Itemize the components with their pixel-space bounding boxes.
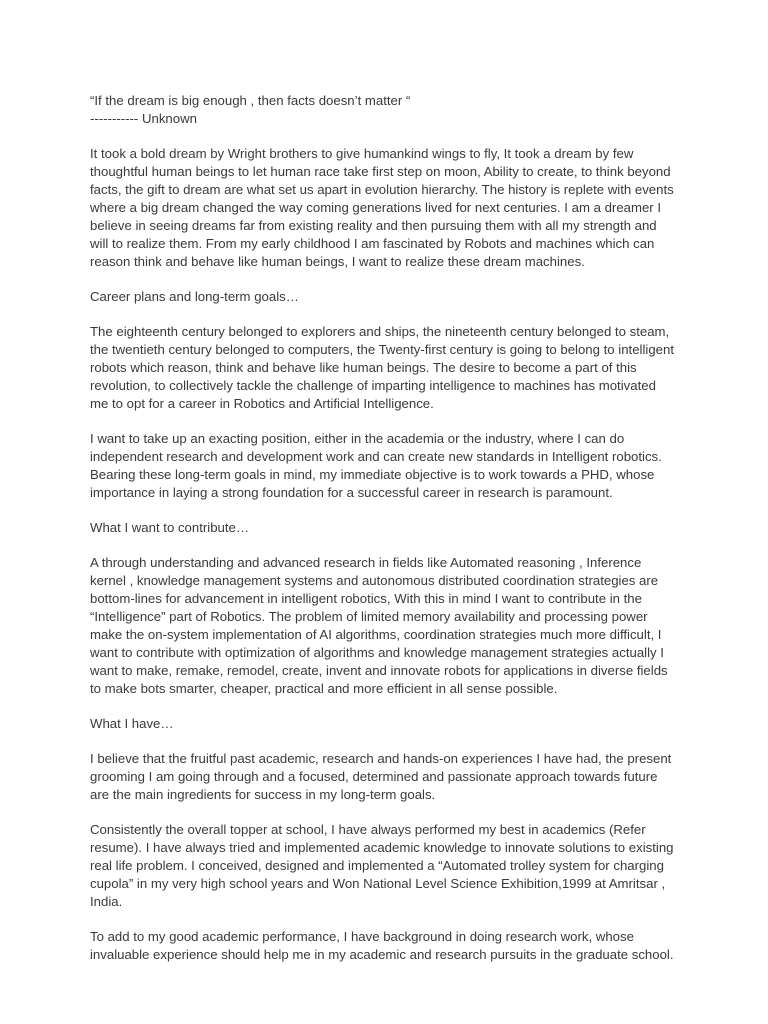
paragraph-line: robots which reason, think and behave like human beings. The desire to become a part of this <box>90 360 637 375</box>
section-heading-contribute: What I want to contribute… <box>90 520 250 535</box>
paragraph-line: A through understanding and advanced research in fields like Automated reasoning , Inference <box>90 555 642 570</box>
paragraph-line: me to opt for a career in Robotics and Artificial Intelligence. <box>90 396 434 411</box>
paragraph-line: Consistently the overall topper at school, I have always performed my best in academics (Refer <box>90 822 646 837</box>
section-heading-have: What I have… <box>90 716 174 731</box>
paragraph-line: India. <box>90 894 123 909</box>
paragraph-line: To add to my good academic performance, I have background in doing research work, whose <box>90 929 634 944</box>
have-paragraph-3 <box>90 928 690 964</box>
paragraph-line: independent research and development work and can create new standards in Intelligent robotics. <box>90 449 662 464</box>
paragraph-line: It took a bold dream by Wright brothers to give humankind wings to fly, It took a dream by few <box>90 146 634 161</box>
paragraph-line: want to contribute with optimization of algorithms and knowledge management strategies actually I <box>90 645 664 660</box>
paragraph-line: real life problem. I conceived, designed and implemented a “Automated trolley system for charging <box>90 858 664 873</box>
paragraph-line: thoughtful human beings to let human race take first step on moon, Ability to create, to think beyond <box>90 164 671 179</box>
paragraph-line: invaluable experience should help me in my academic and research pursuits in the graduate school. <box>90 947 674 962</box>
paragraph-line: grooming I am going through and a focused, determined and passionate approach towards future <box>90 769 658 784</box>
paragraph-line: I want to take up an exacting position, either in the academia or the industry, where I can do <box>90 431 625 446</box>
opening-quote <box>90 92 690 128</box>
paragraph-line: bottom-lines for advancement in intelligent robotics, With this in mind I want to contribute in the <box>90 591 642 606</box>
paragraph-line: are the main ingredients for success in my long-term goals. <box>90 787 436 802</box>
paragraph-line: the twentieth century belonged to computers, the Twenty-first century is going to belong to intelligent <box>90 342 675 357</box>
quote-text: “If the dream is big enough , then facts doesn’t matter “ <box>90 93 411 108</box>
paragraph-line: want to make, remake, remodel, create, invent and innovate robots for applications in diverse fields <box>90 663 668 678</box>
have-paragraph-1 <box>90 750 690 804</box>
paragraph-line: importance in laying a strong foundation for a successful career in research is paramount. <box>90 485 613 500</box>
paragraph-line: will to realize them. From my early childhood I am fascinated by Robots and machines which can <box>90 236 655 251</box>
section-heading-career: Career plans and long-term goals… <box>90 289 299 304</box>
career-paragraph-2 <box>90 430 690 502</box>
paragraph-line: Bearing these long-term goals in mind, my immediate objective is to work towards a PHD, whose <box>90 467 655 482</box>
document-page <box>90 92 690 981</box>
paragraph-line: I believe that the fruitful past academic, research and hands-on experiences I have had, the present <box>90 751 672 766</box>
paragraph-line: cupola” in my very high school years and Won National Level Science Exhibition,1999 at Amritsar , <box>90 876 666 891</box>
paragraph-line: where a big dream changed the way coming generations lived for next centuries. I am a dreamer I <box>90 200 662 215</box>
paragraph-line: to make bots smarter, cheaper, practical and more efficient in all sense possible. <box>90 681 558 696</box>
paragraph-line: facts, the gift to dream are what set us apart in evolution hierarchy. The history is replete with events <box>90 182 674 197</box>
paragraph-line: believe in seeing dreams far from existing reality and then pursuing them with all my strength and <box>90 218 657 233</box>
paragraph-line: “Intelligence” part of Robotics. The problem of limited memory availability and processing power <box>90 609 648 624</box>
contribute-paragraph <box>90 554 690 698</box>
quote-author: ----------- Unknown <box>90 111 197 126</box>
paragraph-line: kernel , knowledge management systems and autonomous distributed coordination strategies are <box>90 573 659 588</box>
have-paragraph-2 <box>90 821 690 911</box>
paragraph-line: reason think and behave like human beings, I want to realize these dream machines. <box>90 254 585 269</box>
intro-paragraph <box>90 145 690 271</box>
career-paragraph-1 <box>90 323 690 413</box>
paragraph-line: resume). I have always tried and implemented academic knowledge to innovate solutions to existing <box>90 840 674 855</box>
paragraph-line: make the on-system implementation of AI algorithms, coordination strategies much more difficult, I <box>90 627 662 642</box>
paragraph-line: revolution, to collectively tackle the challenge of imparting intelligence to machines has motivated <box>90 378 656 393</box>
paragraph-line: The eighteenth century belonged to explorers and ships, the nineteenth century belonged to steam, <box>90 324 670 339</box>
